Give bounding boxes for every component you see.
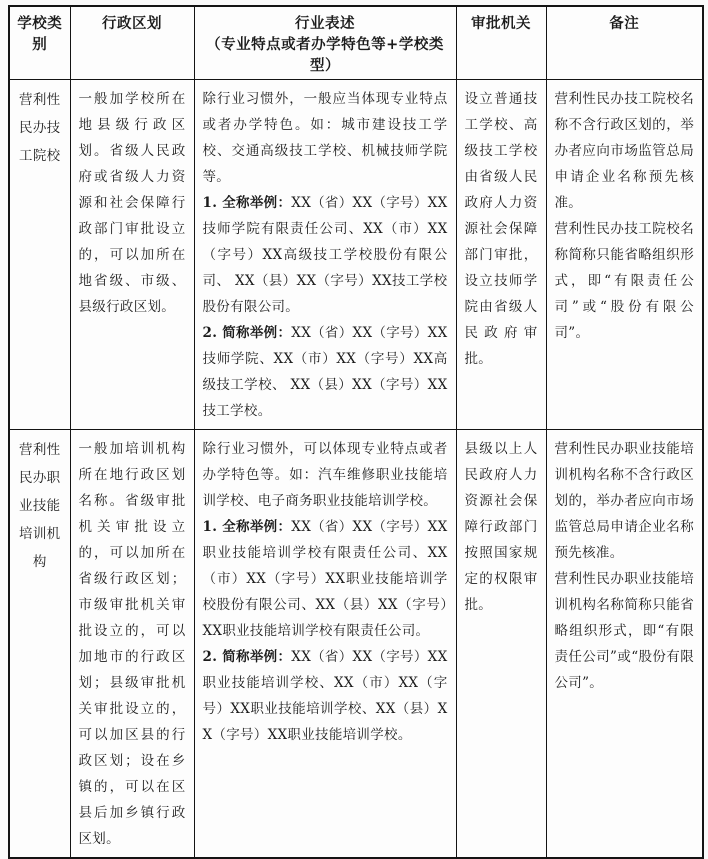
table-row-technical-schools xyxy=(9,80,703,430)
industry-intro: 除行业习惯外，可以体现专业特点或者办学特色等。如：汽车维修职业技能培训学校、电子商务职业技能培训学校。 xyxy=(202,441,448,509)
industry-intro: 除行业习惯外，一般应当体现专业特点或者办学特色。如：城市建设技工学校、交通高级技工学校、机械技师学院等。 xyxy=(202,91,448,185)
cell-authority: 设立普通技工学校、高级技工学校由省级人民政府人力资源社会保障部门审批，设立技师学院由省级人民政府审批。 xyxy=(456,80,546,430)
full-name-example xyxy=(203,190,448,320)
cell-authority: 县级以上人民政府人力资源社会保障行政部门按照国家规定的权限审批。 xyxy=(456,430,546,859)
short-name-example xyxy=(203,320,448,424)
cell-category: 营利性民办职业技能培训机构 xyxy=(9,430,70,859)
remark-paragraph-2: 营利性民办技工院校名称简称只能省略组织形式，即“有限责任公司”或“股份有限公司”。 xyxy=(554,221,694,341)
cell-industry xyxy=(194,430,456,859)
header-authority: 审批机关 xyxy=(456,6,546,80)
cell-industry xyxy=(194,80,456,430)
header-industry-subtitle: （专业特点或者办学特色等+学校类型） xyxy=(206,36,444,74)
full-name-example xyxy=(203,514,448,644)
full-name-example-text: XX（省）XX（字号）XX职业技能培训学校有限责任公司、XX（市）XX（字号）XX职业技能培训学校股份有限公司、XX（县）XX（字号）XX职业技能培训学校有限责任公司。 xyxy=(202,519,448,639)
remark-paragraph-1: 营利性民办职业技能培训机构名称不含行政区划的，举办者应向市场监管总局申请企业名称预先核准。 xyxy=(554,441,694,561)
header-row xyxy=(9,6,703,80)
header-category: 学校类别 xyxy=(9,6,70,80)
table-row-training-institutions xyxy=(9,430,703,859)
school-naming-rules-table xyxy=(8,5,704,859)
header-region: 行政区划 xyxy=(70,6,194,80)
cell-region: 一般加培训机构所在地行政区划名称。省级审批机关审批设立的，可以加所在省级行政区划；市级审批机关审批设立的，可以加地市的行政区划；县级审批机关审批设立的，可以加区县的行政区划；设在乡镇的，可以在区县后加乡镇行政区划。 xyxy=(70,430,194,859)
short-name-example-text: XX（省）XX（字号）XX职业技能培训学校、XX（市）XX（字号）XX职业技能培训学校、XX（县）XX（字号）XX职业技能培训学校。 xyxy=(202,649,448,743)
short-name-example-text: XX（省）XX（字号）XX技师学院、XX（市）XX（字号）XX高级技工学校、 XX（县）XX（字号）XX技工学校。 xyxy=(202,325,448,419)
cell-region: 一般加学校所在地县级行政区划。省级人民政府或省级人力资源和社会保障行政部门审批设立的，可以加所在地省级、市级、县级行政区划。 xyxy=(70,80,194,430)
remark-paragraph-1: 营利性民办技工院校名称不含行政区划的，举办者应向市场监管总局申请企业名称预先核准。 xyxy=(554,91,694,211)
header-industry-title: 行业表述 xyxy=(295,15,355,32)
short-name-example xyxy=(203,644,448,748)
cell-category: 营利性民办技工院校 xyxy=(9,80,70,430)
full-name-example-label: 1. 全称举例： xyxy=(202,519,292,535)
header-remark: 备注 xyxy=(546,6,703,80)
full-name-example-label: 1. 全称举例： xyxy=(202,195,292,211)
cell-remark xyxy=(546,80,703,430)
short-name-example-label: 2. 简称举例： xyxy=(202,649,292,665)
remark-paragraph-2: 营利性民办职业技能培训机构名称简称只能省略组织形式，即“有限责任公司”或“股份有限公司”。 xyxy=(554,571,694,691)
full-name-example-text: XX（省）XX（字号）XX技师学院有限责任公司、XX（市）XX（字号）XX高级技工学校股份有限公司、 XX（县）XX（字号）XX技工学校股份有限公司。 xyxy=(202,195,448,315)
cell-remark xyxy=(546,430,703,859)
header-industry xyxy=(194,6,456,80)
short-name-example-label: 2. 简称举例： xyxy=(202,325,292,341)
